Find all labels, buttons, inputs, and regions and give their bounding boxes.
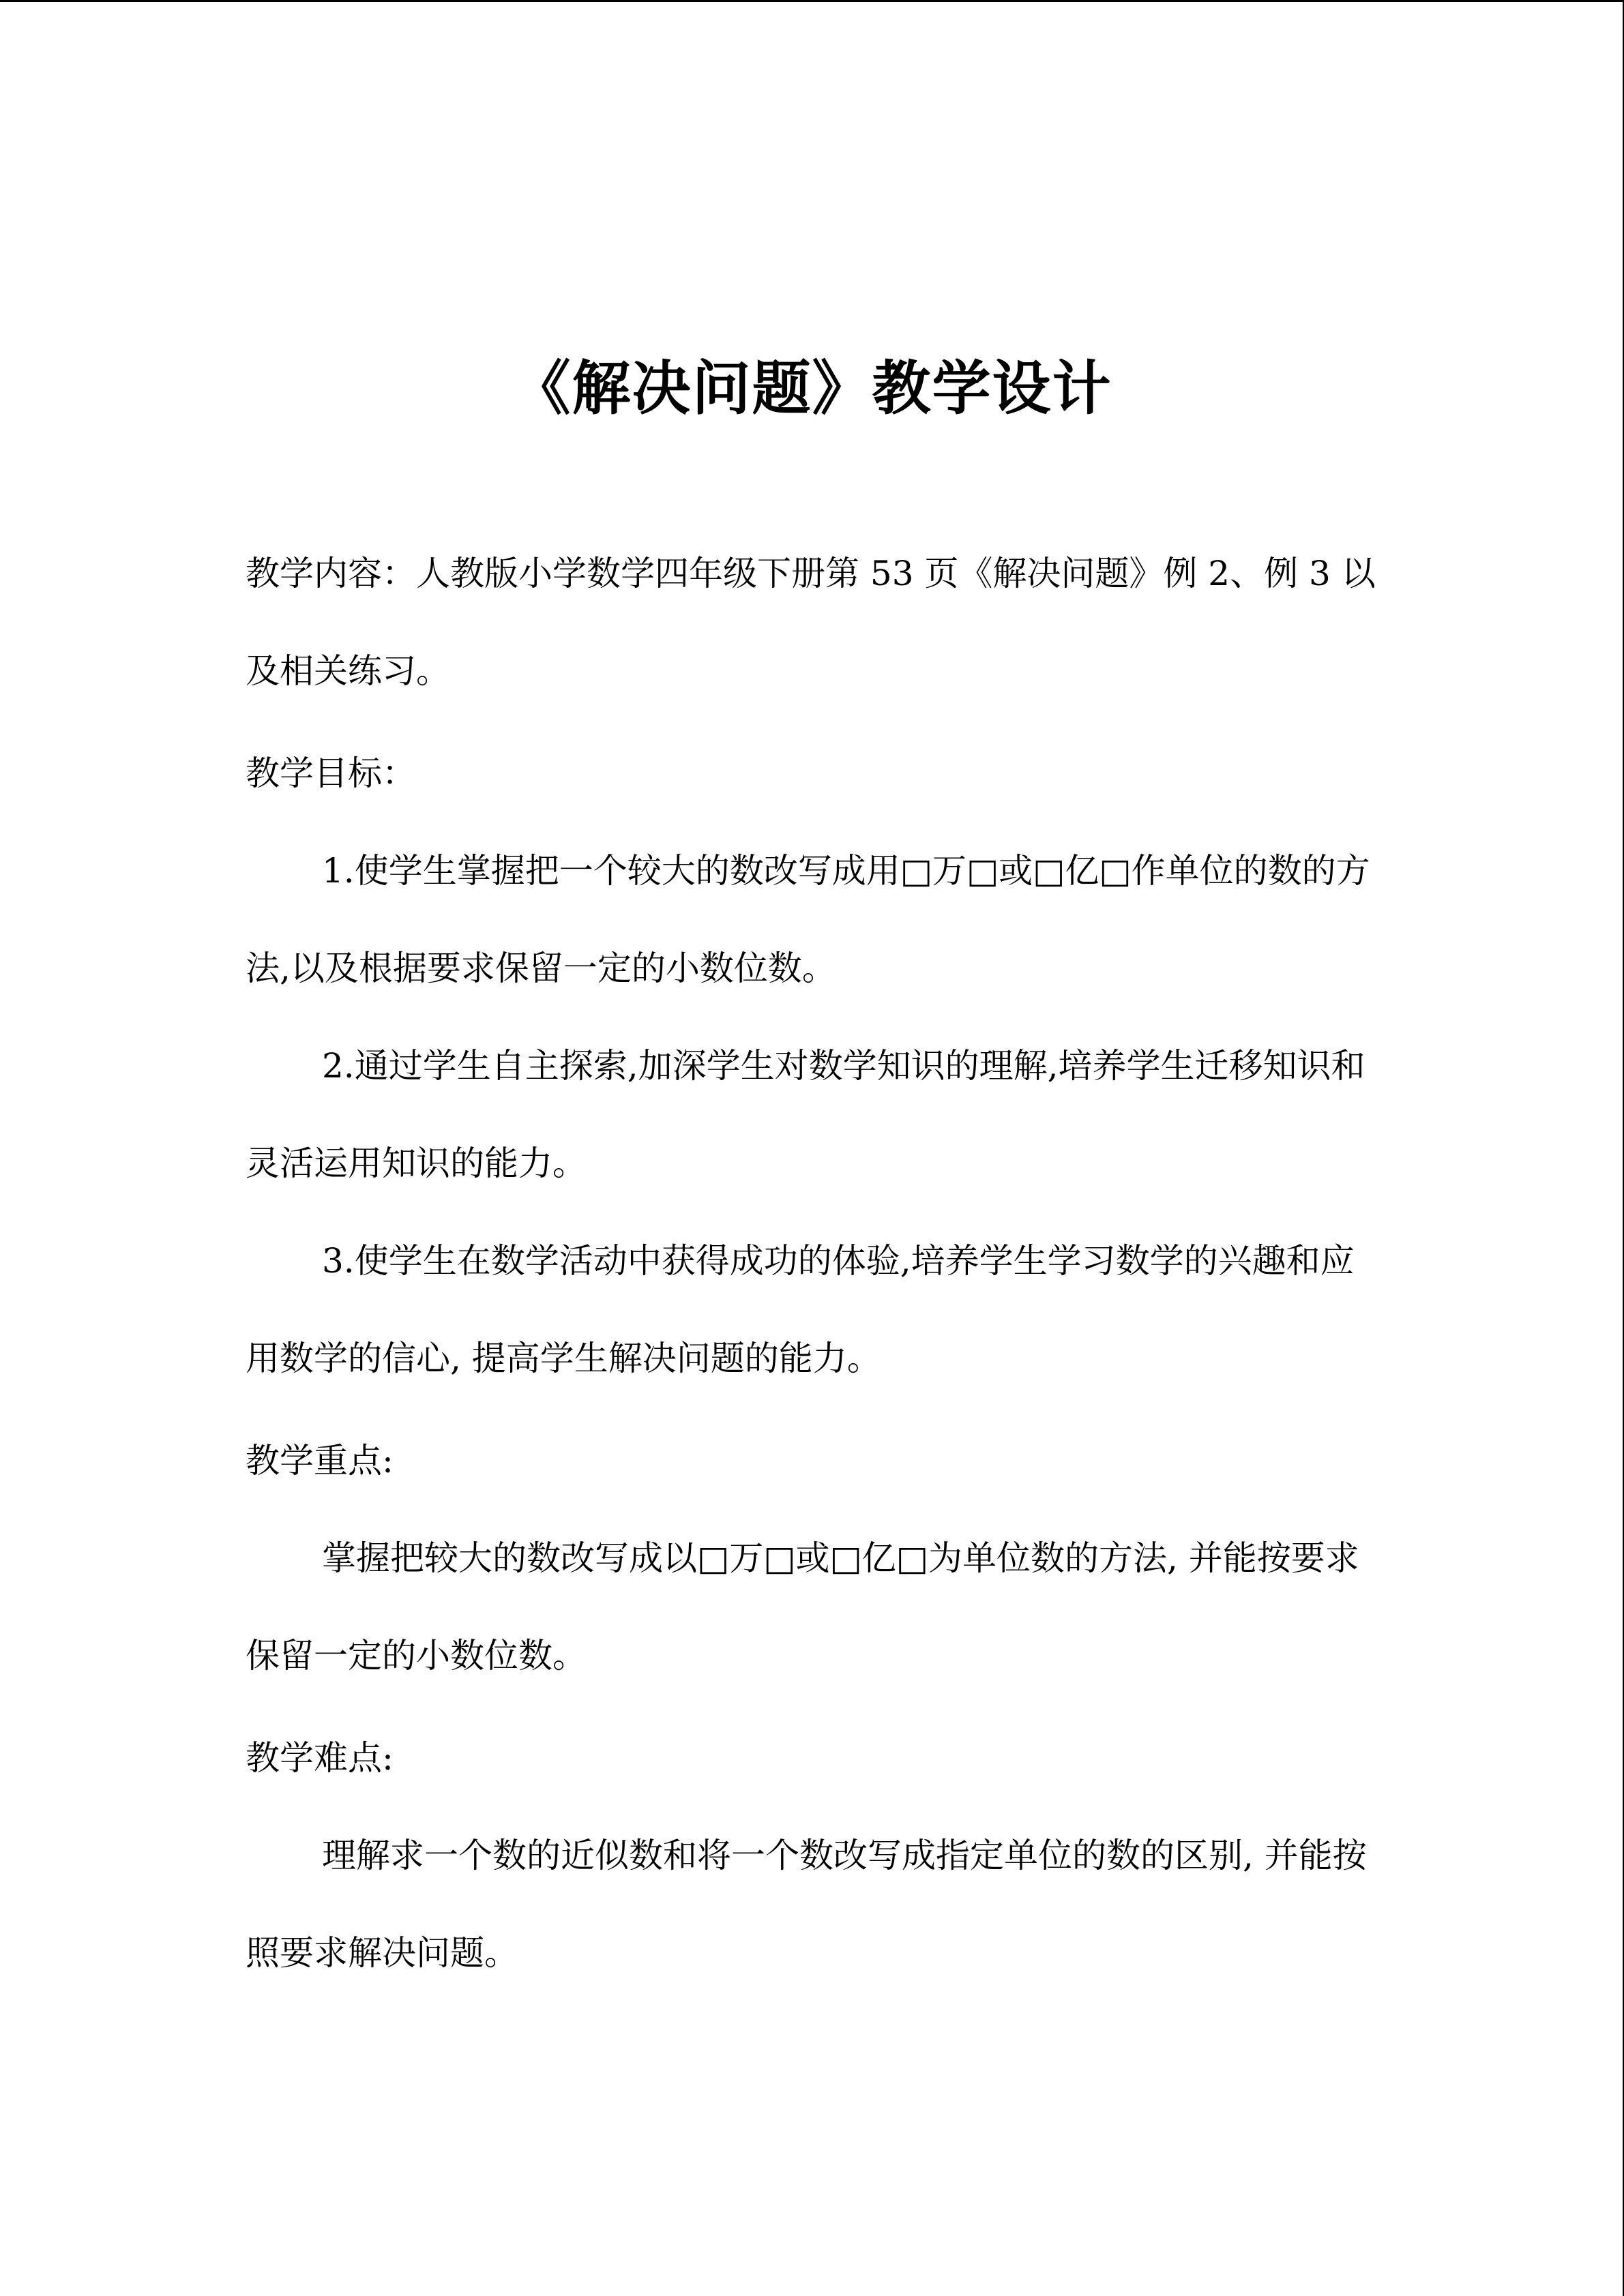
document-body <box>246 525 1378 2002</box>
teaching-content-paragraph: 教学内容：人教版小学数学四年级下册第 53 页《解决问题》例 2、例 3 以及相关练习。 <box>246 554 1376 691</box>
key-points-heading: 教学重点: <box>246 1441 394 1480</box>
objective-2: 2.通过学生自主探索,加深学生对数学知识的理解,培养学生迁移知识和灵活运用知识的能力。 <box>246 1046 1365 1183</box>
key-points-text: 掌握把较大的数改写成以□万□或□亿□为单位数的方法, 并能按要求保留一定的小数位数。 <box>246 1538 1359 1675</box>
objective-1: 1.使学生掌握把一个较大的数改写成用□万□或□亿□作单位的数的方法,以及根据要求保留一定的小数位数。 <box>246 851 1370 988</box>
objectives-heading: 教学目标： <box>246 754 416 793</box>
page-top-border <box>0 0 1624 2</box>
difficulties-heading: 教学难点: <box>246 1738 394 1778</box>
objective-3: 3.使学生在数学活动中获得成功的体验,培养学生学习数学的兴趣和应用数学的信心, 提高学生解决问题的能力。 <box>246 1241 1355 1378</box>
difficulties-text: 理解求一个数的近似数和将一个数改写成指定单位的数的区别, 并能按照要求解决问题。 <box>246 1836 1367 1973</box>
document-title: 《解决问题》教学设计 <box>512 353 1112 423</box>
